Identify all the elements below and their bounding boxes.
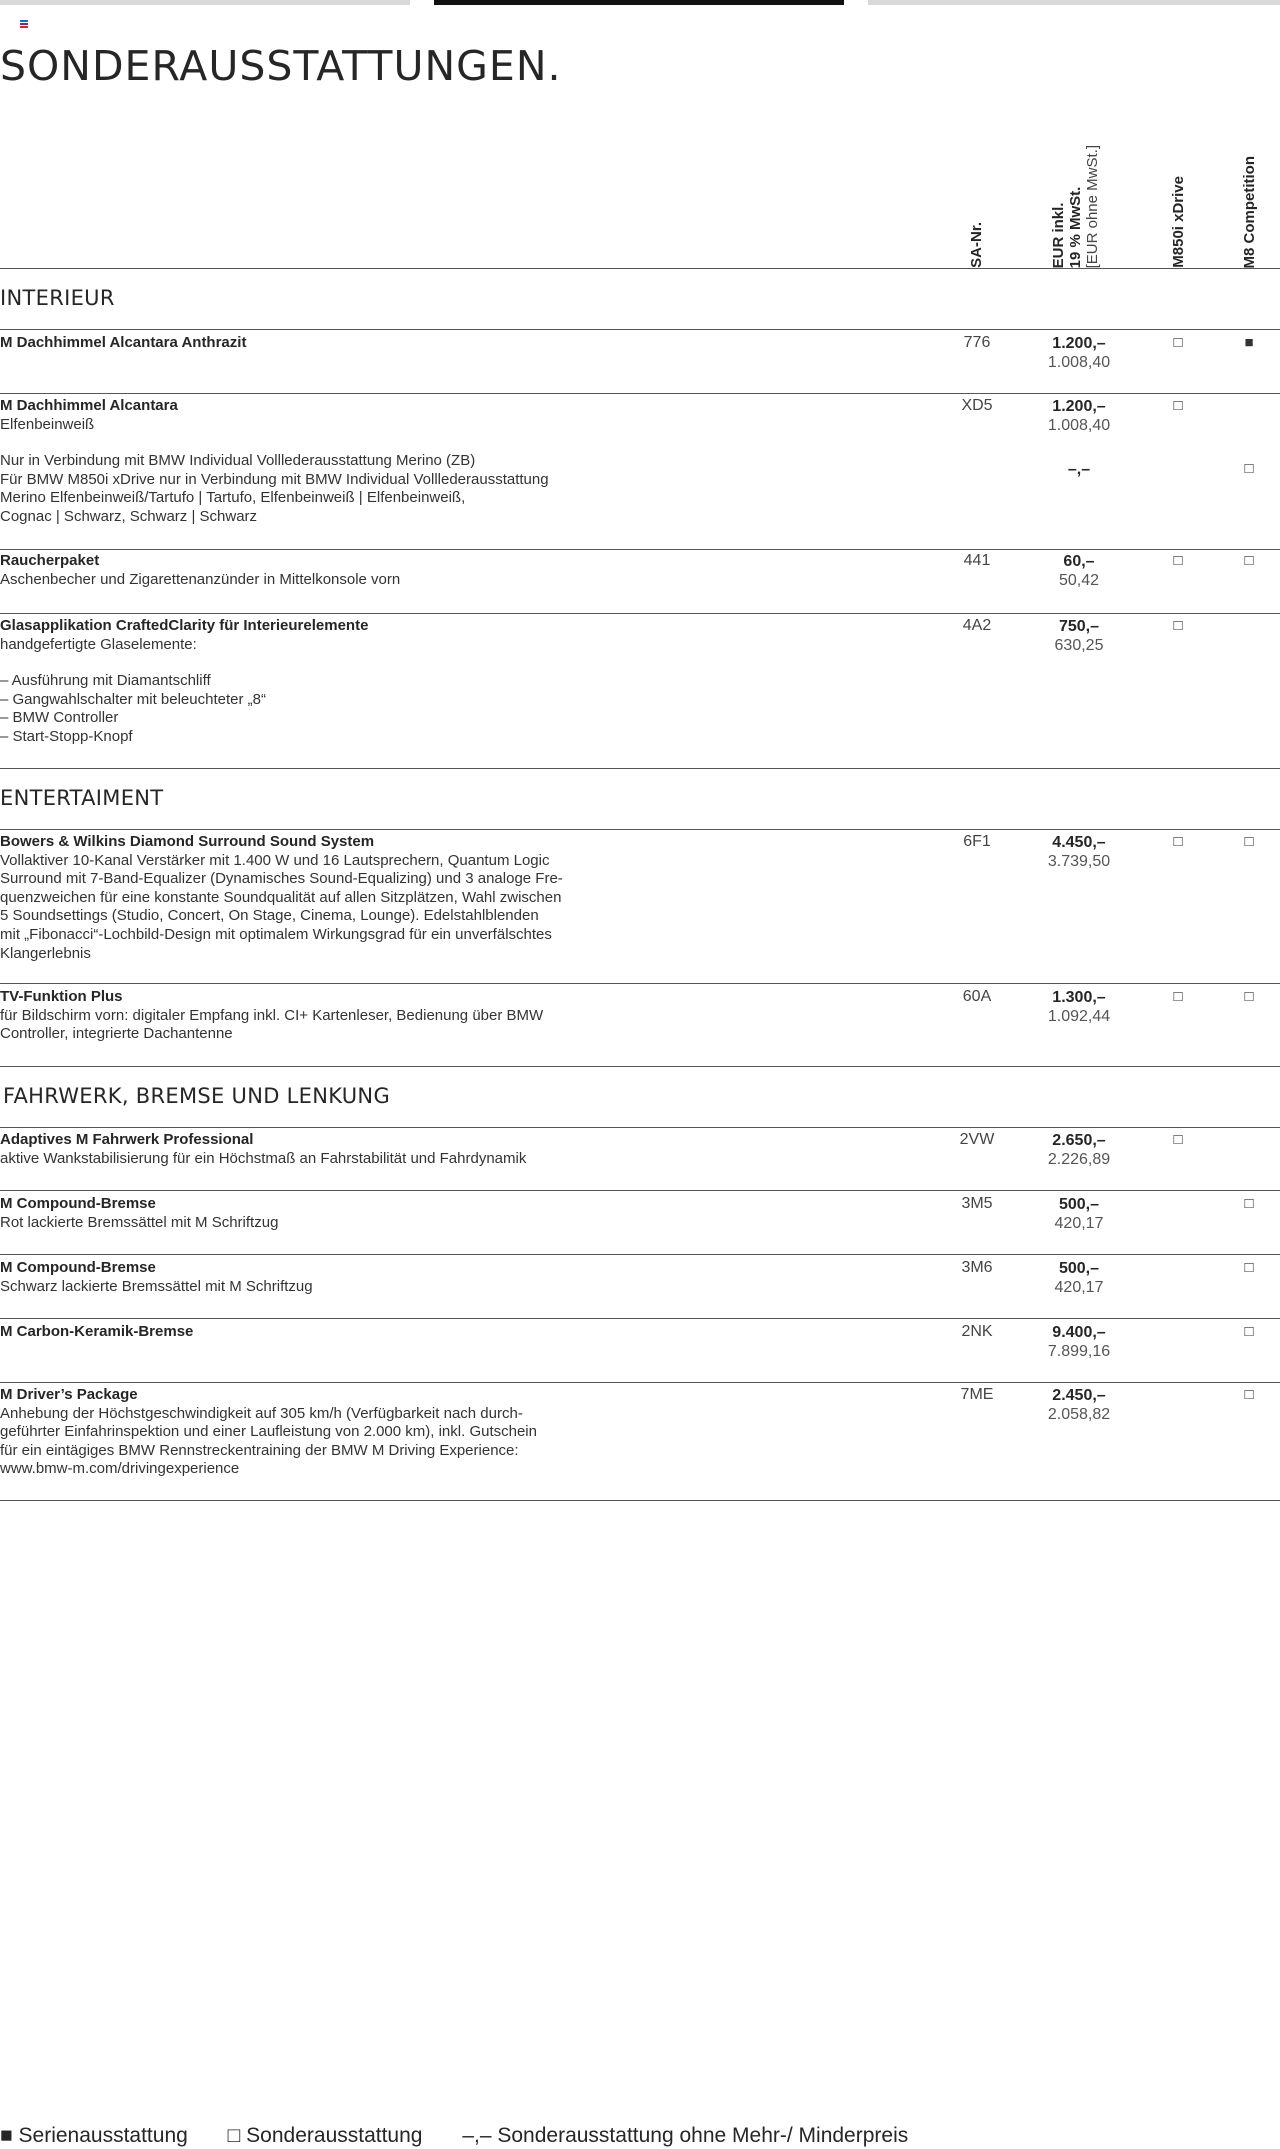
price-gross: 750,– <box>1058 618 1100 635</box>
equipment-name: M Dachhimmel Alcantara Anthrazit <box>0 334 247 351</box>
optional-equipment-icon: □ <box>1173 1131 1183 1148</box>
column-header-m850i: M850i xDrive <box>1170 176 1187 268</box>
section-divider <box>0 1127 1280 1128</box>
section-title: ENTERTAIMENT <box>0 786 164 810</box>
optional-equipment-icon: □ <box>1244 1323 1254 1340</box>
sa-number: 4A2 <box>962 617 992 634</box>
logo-stripe-red <box>20 26 28 28</box>
price-net: 1.008,40 <box>1047 354 1111 371</box>
header-divider <box>0 268 1280 269</box>
section-title: FAHRWERK, BREMSE UND LENKUNG <box>3 1084 391 1108</box>
equipment-detail: Merino Elfenbeinweiß/Tartufo | Tartufo, Elfenbeinweiß | Elfenbeinweiß, <box>0 489 466 507</box>
row-divider <box>0 768 1280 769</box>
row-divider <box>0 983 1280 984</box>
row-description <box>0 1195 640 1232</box>
price <box>1020 617 1138 655</box>
section-title: INTERIEUR <box>0 286 115 310</box>
sa-number: 3M6 <box>961 1259 993 1276</box>
equipment-detail: Vollaktiver 10-Kanal Verstärker mit 1.400 W und 16 Lautsprechern, Quantum Logic <box>0 851 550 869</box>
row-description <box>0 1386 640 1479</box>
equipment-detail: für ein eintägiges BMW Rennstreckentraining der BMW M Driving Experience: <box>0 1441 519 1459</box>
column-header-m8-competition: M8 Competition <box>1241 155 1258 268</box>
row-description <box>0 552 640 589</box>
price <box>1020 833 1138 871</box>
equipment-detail: Cognac | Schwarz, Schwarz | Schwarz <box>0 507 258 525</box>
price-net: 2.058,82 <box>1047 1406 1111 1423</box>
row-divider <box>0 1190 1280 1191</box>
sa-number: XD5 <box>961 397 993 414</box>
row-description <box>0 452 640 526</box>
price-gross: 500,– <box>1058 1196 1100 1213</box>
page-title: SONDERAUSSTATTUNGEN. <box>0 42 562 90</box>
equipment-name: Raucherpaket <box>0 552 100 569</box>
section-divider <box>0 329 1280 330</box>
optional-equipment-icon: □ <box>1244 1386 1254 1403</box>
sa-number: 441 <box>963 552 991 569</box>
equipment-name: M Compound-Bremse <box>0 1259 156 1276</box>
column-header-sa-nr: SA-Nr. <box>968 222 985 268</box>
row-description <box>0 1259 640 1296</box>
price-net: 50,42 <box>1058 572 1100 589</box>
legend-ohne-preis: –,– Sonderausstattung ohne Mehr-/ Minderpreis <box>462 2124 909 2147</box>
sa-number: 60A <box>962 988 992 1005</box>
equipment-detail: www.bmw-m.com/drivingexperience <box>0 1460 240 1478</box>
price-net: 420,17 <box>1054 1215 1104 1232</box>
price-gross: 2.450,– <box>1052 1387 1106 1404</box>
equipment-name: TV-Funktion Plus <box>0 988 123 1005</box>
equipment-detail: Rot lackierte Bremssättel mit M Schriftzug <box>0 1213 279 1231</box>
price-net: 420,17 <box>1054 1279 1104 1296</box>
price-gross: 1.200,– <box>1052 398 1106 415</box>
row-divider <box>0 1254 1280 1255</box>
optional-equipment-icon: □ <box>1173 334 1183 351</box>
spacer <box>0 654 640 672</box>
equipment-detail: geführter Einfahrinspektion und einer Laufleistung von 2.000 km), inkl. Gutschein <box>0 1423 537 1441</box>
price-gross: 60,– <box>1063 553 1095 570</box>
legend-sonder: □ Sonderausstattung <box>227 2124 423 2147</box>
sa-number: 3M5 <box>961 1195 993 1212</box>
optional-equipment-icon: □ <box>1244 552 1254 569</box>
equipment-detail: – Start-Stopp-Knopf <box>0 727 133 745</box>
price-net: 1.008,40 <box>1047 417 1111 434</box>
page-tab-bar-3[interactable] <box>868 0 1280 5</box>
legend-serien: ■ Serienausstattung <box>0 2124 188 2147</box>
price-gross: 1.200,– <box>1052 335 1106 352</box>
price-gross: 4.450,– <box>1052 834 1106 851</box>
price-net: 7.899,16 <box>1047 1343 1111 1360</box>
equipment-detail: Anhebung der Höchstgeschwindigkeit auf 305 km/h (Verfügbarkeit nach durch- <box>0 1404 523 1422</box>
equipment-detail: – Gangwahlschalter mit beleuchteter „8“ <box>0 690 266 708</box>
price <box>1020 988 1138 1026</box>
row-divider <box>0 613 1280 614</box>
equipment-name: Glasapplikation CraftedClarity für Interieurelemente <box>0 617 369 634</box>
optional-equipment-icon: □ <box>1173 988 1183 1005</box>
price-net: 1.092,44 <box>1047 1008 1111 1025</box>
optional-equipment-icon: □ <box>1173 552 1183 569</box>
equipment-detail: mit „Fibonacci“-Lochbild-Design mit optimalem Wirkungsgrad für ein unverfälschtes <box>0 925 552 943</box>
row-divider <box>0 1382 1280 1383</box>
price <box>1020 397 1138 435</box>
optional-equipment-icon: □ <box>1244 1195 1254 1212</box>
optional-equipment-icon: □ <box>1173 617 1183 634</box>
row-divider <box>0 1066 1280 1067</box>
column-header-price: EUR inkl. 19 % MwSt. [EUR ohne MwSt.] <box>1050 144 1101 268</box>
sa-number: 6F1 <box>963 833 991 850</box>
row-description <box>0 1323 640 1342</box>
equipment-detail: für Bildschirm vorn: digitaler Empfang inkl. CI+ Kartenleser, Bedienung über BMW <box>0 1006 544 1024</box>
legend <box>0 2124 942 2148</box>
row-description <box>0 397 640 434</box>
equipment-name: M Compound-Bremse <box>0 1195 156 1212</box>
equipment-name: M Driver’s Package <box>0 1386 138 1403</box>
row-description <box>0 334 640 353</box>
equipment-detail: Schwarz lackierte Bremssättel mit M Schriftzug <box>0 1277 313 1295</box>
equipment-name: Adaptives M Fahrwerk Professional <box>0 1131 254 1148</box>
row-divider <box>0 1318 1280 1319</box>
price-gross: 9.400,– <box>1052 1324 1106 1341</box>
equipment-detail: quenzweichen für eine konstante Soundqualität auf allen Sitzplätzen, Wahl zwischen <box>0 888 562 906</box>
equipment-detail: aktive Wankstabilisierung für ein Höchstmaß an Fahrstabilität und Fahrdynamik <box>0 1149 527 1167</box>
row-divider <box>0 393 1280 394</box>
price-gross: 1.300,– <box>1052 989 1106 1006</box>
price-gross: –,– <box>1067 461 1091 478</box>
sa-number: 2NK <box>961 1323 993 1340</box>
equipment-detail: – Ausführung mit Diamantschliff <box>0 672 211 690</box>
price-gross: 2.650,– <box>1052 1132 1106 1149</box>
sa-number: 2VW <box>959 1131 995 1148</box>
row-description <box>0 1131 640 1168</box>
equipment-detail: handgefertigte Glaselemente: <box>0 635 197 653</box>
equipment-detail: Aschenbecher und Zigarettenanzünder in Mittelkonsole vorn <box>0 570 401 588</box>
row-divider <box>0 1500 1280 1501</box>
equipment-name: M Dachhimmel Alcantara <box>0 397 178 414</box>
equipment-detail: Elfenbeinweiß <box>0 415 95 433</box>
equipment-detail: 5 Soundsettings (Studio, Concert, On Stage, Cinema, Lounge). Edelstahlblenden <box>0 907 539 925</box>
optional-equipment-icon: □ <box>1244 460 1254 477</box>
price <box>1020 1323 1138 1361</box>
equipment-detail: Controller, integrierte Dachantenne <box>0 1025 233 1043</box>
optional-equipment-icon: □ <box>1173 397 1183 414</box>
equipment-detail: Nur in Verbindung mit BMW Individual Volllederausstattung Merino (ZB) <box>0 452 476 469</box>
page-tab-bar-2-active[interactable] <box>434 0 844 5</box>
price-net: 2.226,89 <box>1047 1151 1111 1168</box>
equipment-detail: Für BMW M850i xDrive nur in Verbindung mit BMW Individual Volllederausstattung <box>0 470 549 488</box>
price <box>1020 1386 1138 1424</box>
price <box>1020 552 1138 590</box>
row-description <box>0 988 640 1044</box>
optional-equipment-icon: □ <box>1173 833 1183 850</box>
row-description <box>0 617 640 747</box>
price <box>1020 1131 1138 1169</box>
equipment-detail: – BMW Controller <box>0 709 119 727</box>
logo-stripe-violet <box>20 23 28 25</box>
price <box>1020 334 1138 372</box>
row-divider <box>0 549 1280 550</box>
price-gross: 500,– <box>1058 1260 1100 1277</box>
row-description <box>0 833 640 963</box>
sa-number: 776 <box>963 334 991 351</box>
optional-equipment-icon: □ <box>1244 988 1254 1005</box>
logo-stripe-blue <box>20 20 28 22</box>
price-net: 3.739,50 <box>1047 853 1111 870</box>
sa-number: 7ME <box>960 1386 994 1403</box>
price <box>1020 1259 1138 1297</box>
optional-equipment-icon: □ <box>1244 1259 1254 1276</box>
m-logo-stripes-icon <box>20 20 28 29</box>
equipment-name: M Carbon-Keramik-Bremse <box>0 1323 194 1340</box>
equipment-name: Bowers & Wilkins Diamond Surround Sound System <box>0 833 375 850</box>
optional-equipment-icon: □ <box>1244 833 1254 850</box>
price <box>1020 460 1138 479</box>
page-tab-bar-1[interactable] <box>0 0 410 5</box>
price <box>1020 1195 1138 1233</box>
price-net: 630,25 <box>1054 637 1104 654</box>
equipment-detail: Klangerlebnis <box>0 944 91 962</box>
section-divider <box>0 829 1280 830</box>
column-header-area <box>0 110 1280 268</box>
standard-equipment-icon: ■ <box>1244 334 1254 351</box>
equipment-detail: Surround mit 7-Band-Equalizer (Dynamisches Sound-Equalizing) und 3 analoge Fre- <box>0 870 563 888</box>
